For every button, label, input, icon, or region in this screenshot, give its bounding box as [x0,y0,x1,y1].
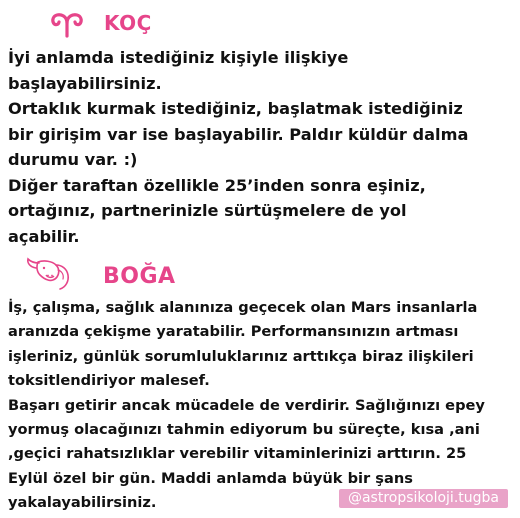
aries-icon [50,12,84,38]
boga-title: BOĞA [103,264,176,289]
boga-paragraph: İş, çalışma, sağlık alanınıza geçecek olan Mars insanlarla aranızda çekişme yaratabilir. Performansınızın artması işleriniz, günlük sorumluluklarınız arttıkça biraz ilişkileri toksitlendiriyor malesef. Başarı getirir ancak mücadele de verdirir. Sağlığınızı epey yormuş olacağınızı tahmin ediyorum bu süreçte, kısa ,ani ,geçici rahatsızlıklar verebilir vitaminlerinizi arttırın. 25 Eylül özel bir gün. Maddi anlamda büyük bir şans yakalayabilirsiniz. [8,299,485,512]
watermark-handle: @astropsikoloji.tugba [339,489,508,508]
taurus-bull-icon [22,256,74,292]
koc-paragraph: İyi anlamda istediğiniz kişiyle ilişkiye başlayabilirsiniz. Ortaklık kurmak istediğiniz, başlatmak istediğiniz bir girişim var ise başlayabilir. Paldır küldür dalma durumu var. :) Diğer taraftan özellikle 25’inden sonra eşiniz, ortağınız, partnerinizle sürtüşmelere de yol açabilir. [8,48,469,246]
koc-title: KOÇ [104,11,152,35]
